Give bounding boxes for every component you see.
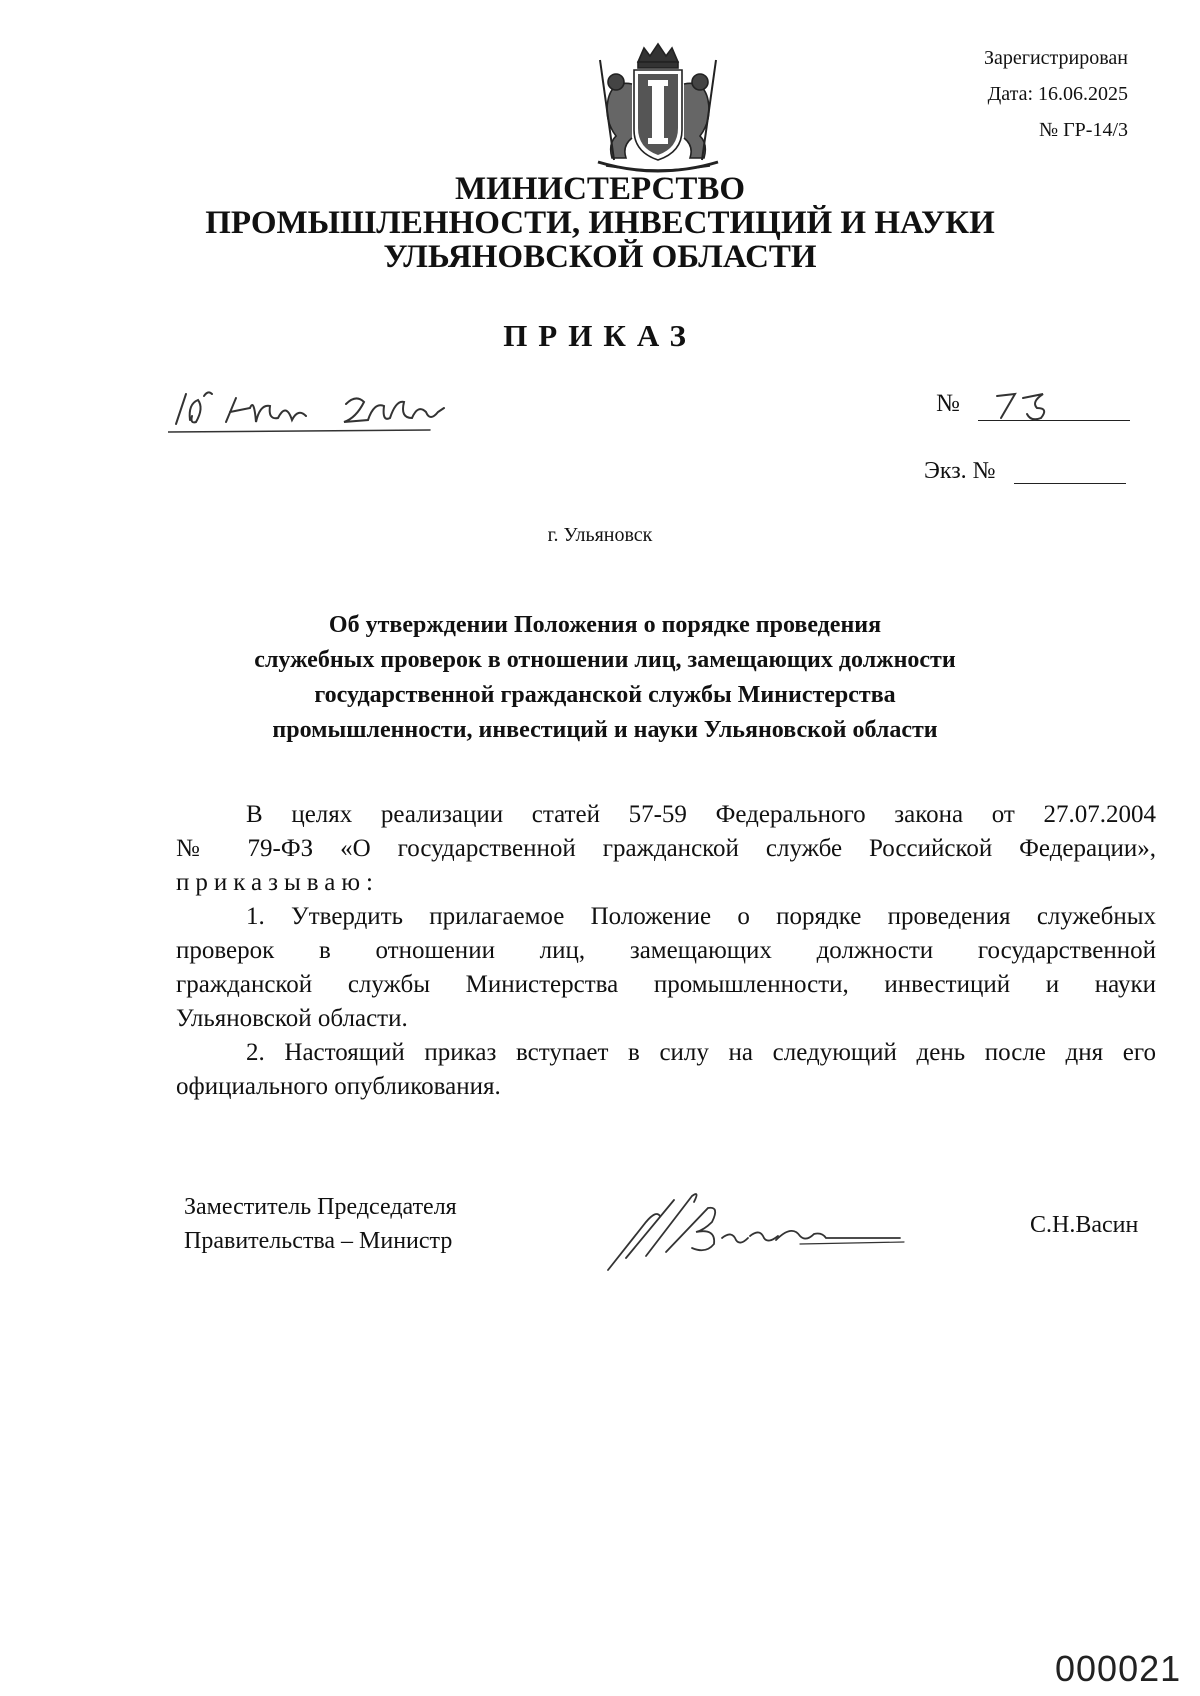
body-intro-line-2: № 79-ФЗ «О государственной гражданской службе Российской Федерации», [176,835,1156,862]
item-2-line-1: 2. Настоящий приказ вступает в силу на следующий день после дня его [246,1039,1156,1066]
item-1-line-1: 1. Утвердить прилагаемое Положение о порядке проведения служебных [246,903,1156,930]
subject-line-4: промышленности, инвестиций и науки Ульяновской области [272,717,938,743]
copy-label: Экз. № [924,458,996,484]
subject-line-1: Об утверждении Положения о порядке проведения [328,612,882,638]
page-number: 000021 [1055,1648,1182,1689]
ministry-header [0,172,1200,274]
registration-date: Дата: 16.06.2025 [987,83,1128,105]
registration-number: № ГР-14/3 [1039,119,1128,141]
ministry-line-1: МИНИСТЕРСТВО [454,171,746,207]
number-label: № [936,390,960,417]
item-1-line-4: Ульяновской области. [176,1005,408,1032]
position-line-2: Правительства – Министр [184,1228,453,1254]
subject-line-2: служебных проверок в отношении лиц, замещающих должности [254,647,956,673]
subject-line-3: государственной гражданской службы Министерства [314,682,896,708]
registration-status: Зарегистрирован [983,47,1128,69]
handwritten-number [993,384,1063,426]
item-2-line-2: официального опубликования. [176,1073,501,1100]
item-1-line-3: гражданской службы Министерства промышленности, инвестиций и науки [176,971,1156,998]
handwritten-signature [600,1186,910,1276]
item-1-line-2: проверок в отношении лиц, замещающих должности государственной [176,937,1156,964]
coat-of-arms-icon [578,40,738,175]
order-body [176,798,1156,1104]
copy-number-line [1014,483,1126,484]
ministry-line-3: УЛЬЯНОВСКОЙ ОБЛАСТИ [383,239,817,275]
position-line-1: Заместитель Председателя [184,1194,457,1220]
ministry-line-2: ПРОМЫШЛЕННОСТИ, ИНВЕСТИЦИЙ И НАУКИ [205,205,995,241]
signatory-position [184,1190,457,1258]
registration-stamp [984,40,1128,148]
body-intro-line-1: В целях реализации статей 57-59 Федерального закона от 27.07.2004 [246,801,1156,828]
order-subject [240,608,970,748]
body-command: приказываю: [176,869,379,896]
signatory-name: С.Н.Васин [1030,1212,1139,1238]
city: г. Ульяновск [547,524,653,546]
order-title: ПРИКАЗ [503,318,697,353]
handwritten-date [168,382,468,436]
